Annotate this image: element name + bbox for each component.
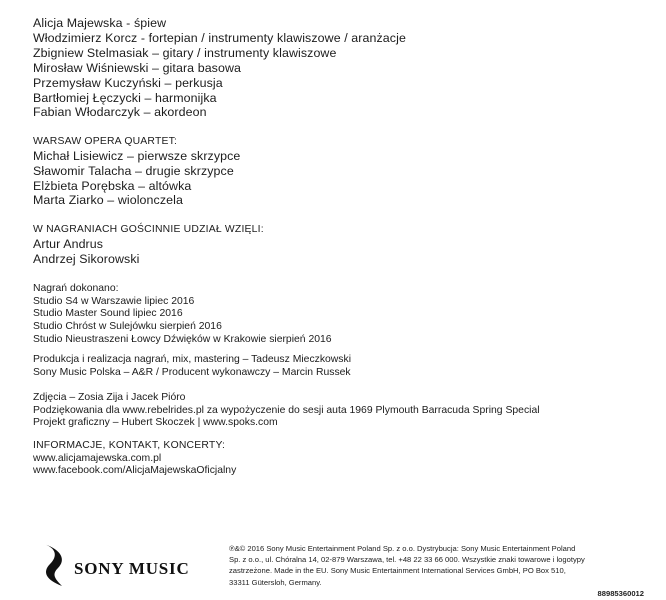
credit-line: Mirosław Wiśniewski – gitara basowa bbox=[33, 60, 242, 75]
quartet-heading: WARSAW OPERA QUARTET: bbox=[33, 136, 178, 147]
sony-music-logo bbox=[36, 540, 221, 590]
production-section bbox=[33, 354, 633, 379]
credits-line: Podziękowania dla www.rebelrides.pl za wypożyczenie do sesji auta 1969 Plymouth Barracuda Spring Special bbox=[33, 404, 540, 416]
production-line: Sony Music Polska – A&R / Producent wykonawczy – Marcin Russek bbox=[33, 366, 351, 378]
credit-line: Marta Ziarko – wiolonczela bbox=[33, 193, 183, 208]
legal-line: zastrzeżone. Made in the EU. Sony Music Entertainment International Services GmbH, PO Box 510, bbox=[229, 566, 566, 576]
contact-heading: INFORMACJE, KONTAKT, KONCERTY: bbox=[33, 440, 226, 451]
contact-section bbox=[33, 440, 633, 478]
legal-line: Sp. z o.o., ul. Chóralna 14, 02-879 Warszawa, tel. +48 22 33 66 000. Wszystkie znaki towarowe i logotypy bbox=[229, 555, 585, 565]
credit-line: Bartłomiej Łęczycki – harmonijka bbox=[33, 90, 217, 105]
website-link[interactable]: www.alicjamajewska.com.pl bbox=[33, 452, 162, 464]
facebook-link[interactable]: www.facebook.com/AlicjaMajewskaOficjalny bbox=[33, 465, 237, 477]
credit-line: Przemysław Kuczyński – perkusja bbox=[33, 75, 223, 90]
brand-name: SONY MUSIC bbox=[74, 559, 190, 578]
guests-section bbox=[33, 224, 633, 267]
studio-line: Studio S4 w Warszawie lipiec 2016 bbox=[33, 295, 195, 307]
credit-line: Michał Lisiewicz – pierwsze skrzypce bbox=[33, 148, 241, 163]
credits-line: Zdjęcia – Zosia Zija i Jacek Pióro bbox=[33, 392, 186, 403]
quartet-section bbox=[33, 136, 633, 208]
credit-line: Artur Andrus bbox=[33, 236, 104, 251]
credit-line: Fabian Włodarczyk – akordeon bbox=[33, 105, 207, 120]
credits-section bbox=[33, 392, 633, 430]
recording-section bbox=[33, 283, 633, 347]
credit-line: Włodzimierz Korcz - fortepian / instrumenty klawiszowe / aranżacje bbox=[33, 30, 406, 45]
legal-notice bbox=[229, 543, 644, 599]
studio-line: Studio Master Sound lipiec 2016 bbox=[33, 308, 183, 320]
credits-line: Projekt graficzny – Hubert Skoczek | www.spoks.com bbox=[33, 417, 278, 429]
legal-line: ℗&© 2016 Sony Music Entertainment Poland Sp. z o.o. Dystrybucja: Sony Music Entertainment Poland bbox=[229, 544, 576, 553]
credit-line: Zbigniew Stelmasiak – gitary / instrumenty klawiszowe bbox=[33, 45, 337, 60]
sony-music-wave-icon bbox=[36, 540, 70, 590]
production-line: Produkcja i realizacja nagrań, mix, mastering – Tadeusz Mieczkowski bbox=[33, 354, 352, 365]
credit-line: Alicja Majewska - śpiew bbox=[33, 16, 167, 30]
catalog-number: 88985360012 bbox=[597, 588, 644, 598]
credit-line: Elżbieta Porębska – altówka bbox=[33, 178, 192, 193]
guests-heading: W NAGRANIACH GOŚCINNIE UDZIAŁ WZIĘLI: bbox=[33, 224, 264, 235]
credit-line: Sławomir Talacha – drugie skrzypce bbox=[33, 163, 234, 178]
studio-line: Studio Chróst w Sulejówku sierpień 2016 bbox=[33, 321, 222, 333]
musicians-list bbox=[33, 16, 633, 120]
legal-line: 33311 Gütersloh, Germany. bbox=[229, 577, 322, 587]
studio-line: Studio Nieustraszeni Łowcy Dźwięków w Krakowie sierpień 2016 bbox=[33, 333, 332, 345]
recording-heading: Nagrań dokonano: bbox=[33, 283, 119, 294]
credit-line: Andrzej Sikorowski bbox=[33, 251, 140, 266]
